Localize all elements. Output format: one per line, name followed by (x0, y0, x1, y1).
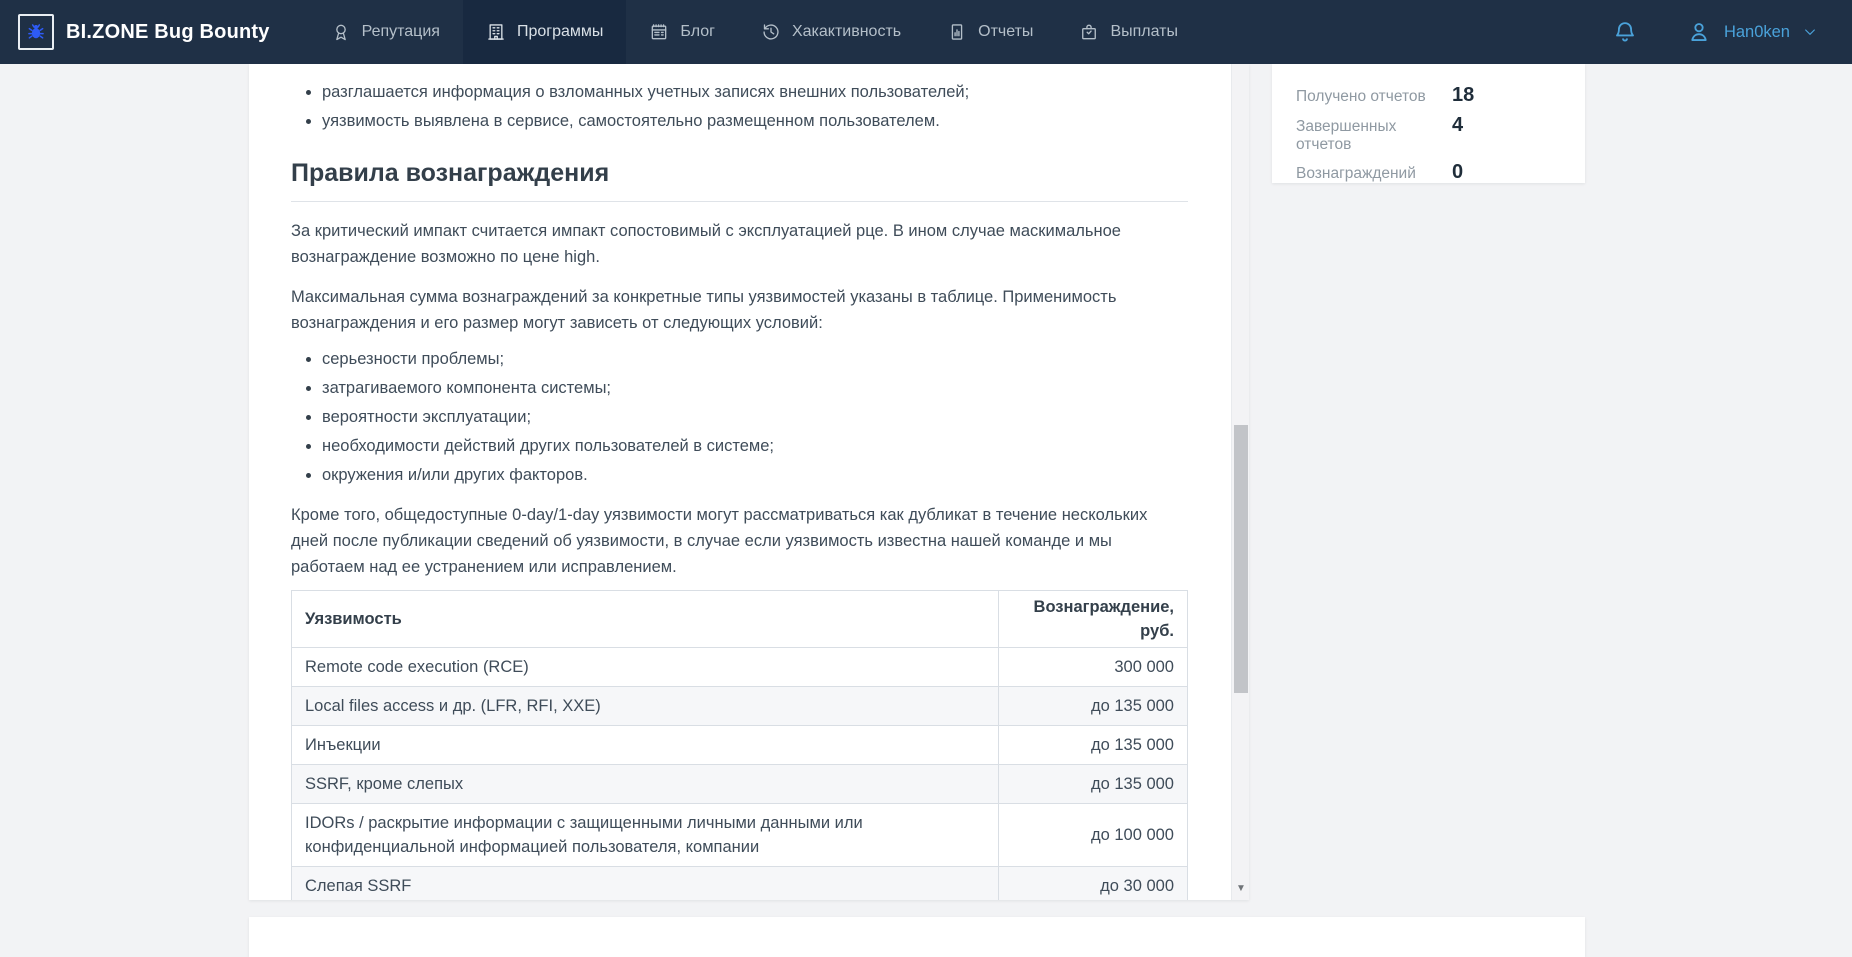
stat-value: 4 (1452, 114, 1464, 136)
stat-value: 0 (1452, 161, 1464, 183)
nav-item-reputation[interactable] (308, 0, 463, 64)
program-stats-card (1272, 64, 1585, 183)
table-row (292, 648, 1188, 687)
brand-title: BI.ZONE Bug Bounty (66, 20, 270, 43)
stat-label: Завершенных отчетов (1296, 118, 1397, 153)
list-item: разглашается информация о взломанных учетных записях внешних пользователей; (291, 80, 1188, 105)
table-row (292, 687, 1188, 726)
vulnerability-cell: SSRF, кроме слепых (292, 765, 999, 804)
table-row (292, 867, 1188, 901)
reward-cell: до 30 000 (999, 867, 1188, 901)
report-icon (947, 22, 967, 42)
reward-cell: до 135 000 (999, 726, 1188, 765)
stat-row-reports-completed (1296, 114, 1561, 154)
stat-value: 18 (1452, 84, 1475, 106)
vulnerability-cell: Слепая SSRF (292, 867, 999, 901)
section-title-reward-rules: Правила вознаграждения (291, 158, 1188, 202)
newspaper-icon (649, 22, 669, 42)
brand[interactable] (0, 0, 270, 64)
nav-item-label: Выплаты (1110, 23, 1178, 40)
reward-cell: до 100 000 (999, 804, 1188, 867)
paragraph-max-reward: Максимальная сумма вознаграждений за конкретные типы уязвимостей указаны в таблице. Применимость вознаграждения и его размер могут зависеть от следующих условий: (291, 288, 1117, 332)
navbar-right (1612, 0, 1852, 64)
stat-label: Получено отчетов (1296, 88, 1426, 105)
main-nav (308, 0, 1201, 64)
briefcase-icon (1079, 22, 1099, 42)
column-header-reward: Вознаграждение, руб. (999, 591, 1188, 648)
list-item: необходимости действий других пользователей в системе; (291, 434, 1188, 459)
nav-item-blog[interactable] (626, 0, 738, 64)
reward-cell: 300 000 (999, 648, 1188, 687)
nav-item-label: Блог (680, 23, 715, 40)
user-menu[interactable] (1686, 19, 1818, 45)
paragraph-0day-duplicates: Кроме того, общедоступные 0-day/1-day уязвимости могут рассматриваться как дубликат в течение нескольких дней после публикации сведений об уязвимости, в случае если уязвимость известна нашей команде и мы работаем над ее устранением или исправлением. (291, 506, 1148, 576)
chevron-down-icon (1802, 24, 1818, 40)
table-header-row (292, 591, 1188, 648)
exclusions-list (291, 80, 1188, 134)
bizone-logo (18, 14, 54, 50)
scrollbar-down-arrow[interactable]: ▼ (1236, 883, 1246, 894)
table-row (292, 804, 1188, 867)
table-row (292, 726, 1188, 765)
bottom-card (249, 917, 1585, 957)
vulnerability-cell: IDORs / раскрытие информации с защищенными личными данными или конфиденциальной информацией пользователя, компании (292, 804, 999, 867)
reward-conditions-list (291, 347, 1188, 488)
rewards-table (291, 590, 1188, 900)
building-icon (486, 22, 506, 42)
list-item: затрагиваемого компонента системы; (291, 376, 1188, 401)
content-scrollbar[interactable] (1231, 64, 1249, 900)
stat-row-reports-received (1296, 84, 1561, 107)
list-item: серьезности проблемы; (291, 347, 1188, 372)
top-navbar (0, 0, 1852, 64)
reward-cell: до 135 000 (999, 765, 1188, 804)
vulnerability-cell: Local files access и др. (LFR, RFI, XXE) (292, 687, 999, 726)
program-description-card (249, 64, 1249, 900)
nav-item-hackactivity[interactable] (738, 0, 924, 64)
nav-item-programs[interactable] (463, 0, 626, 64)
bug-logo-icon (26, 22, 46, 42)
vulnerability-cell: Remote code execution (RCE) (292, 648, 999, 687)
list-item: окружения и/или других факторов. (291, 463, 1188, 488)
table-row (292, 765, 1188, 804)
history-icon (761, 22, 781, 42)
stat-label: Вознаграждений (1296, 165, 1416, 182)
award-icon (331, 22, 351, 42)
paragraph-critical-impact: За критический импакт считается импакт сопостовимый с эксплуатацией рце. В ином случае маскимальное вознаграждение возможно по цене high. (291, 222, 1121, 266)
nav-item-payouts[interactable] (1056, 0, 1201, 64)
vulnerability-cell: Инъекции (292, 726, 999, 765)
nav-item-reports[interactable] (924, 0, 1056, 64)
column-header-vulnerability: Уязвимость (292, 591, 999, 648)
reward-cell: до 135 000 (999, 687, 1188, 726)
scrollbar-thumb[interactable] (1234, 425, 1248, 693)
program-rules-content (249, 64, 1249, 900)
nav-item-label: Программы (516, 23, 604, 40)
nav-item-label: Отчеты (978, 23, 1034, 40)
username: Han0ken (1723, 22, 1790, 41)
stat-row-rewards (1296, 161, 1561, 184)
list-item: вероятности эксплуатации; (291, 405, 1188, 430)
nav-item-label: Хакактивность (791, 23, 902, 40)
list-item: уязвимость выявлена в сервисе, самостоятельно размещенном пользователем. (291, 109, 1188, 134)
bell-icon[interactable] (1612, 19, 1638, 45)
user-icon (1686, 19, 1712, 45)
nav-item-label: Репутация (361, 23, 440, 40)
